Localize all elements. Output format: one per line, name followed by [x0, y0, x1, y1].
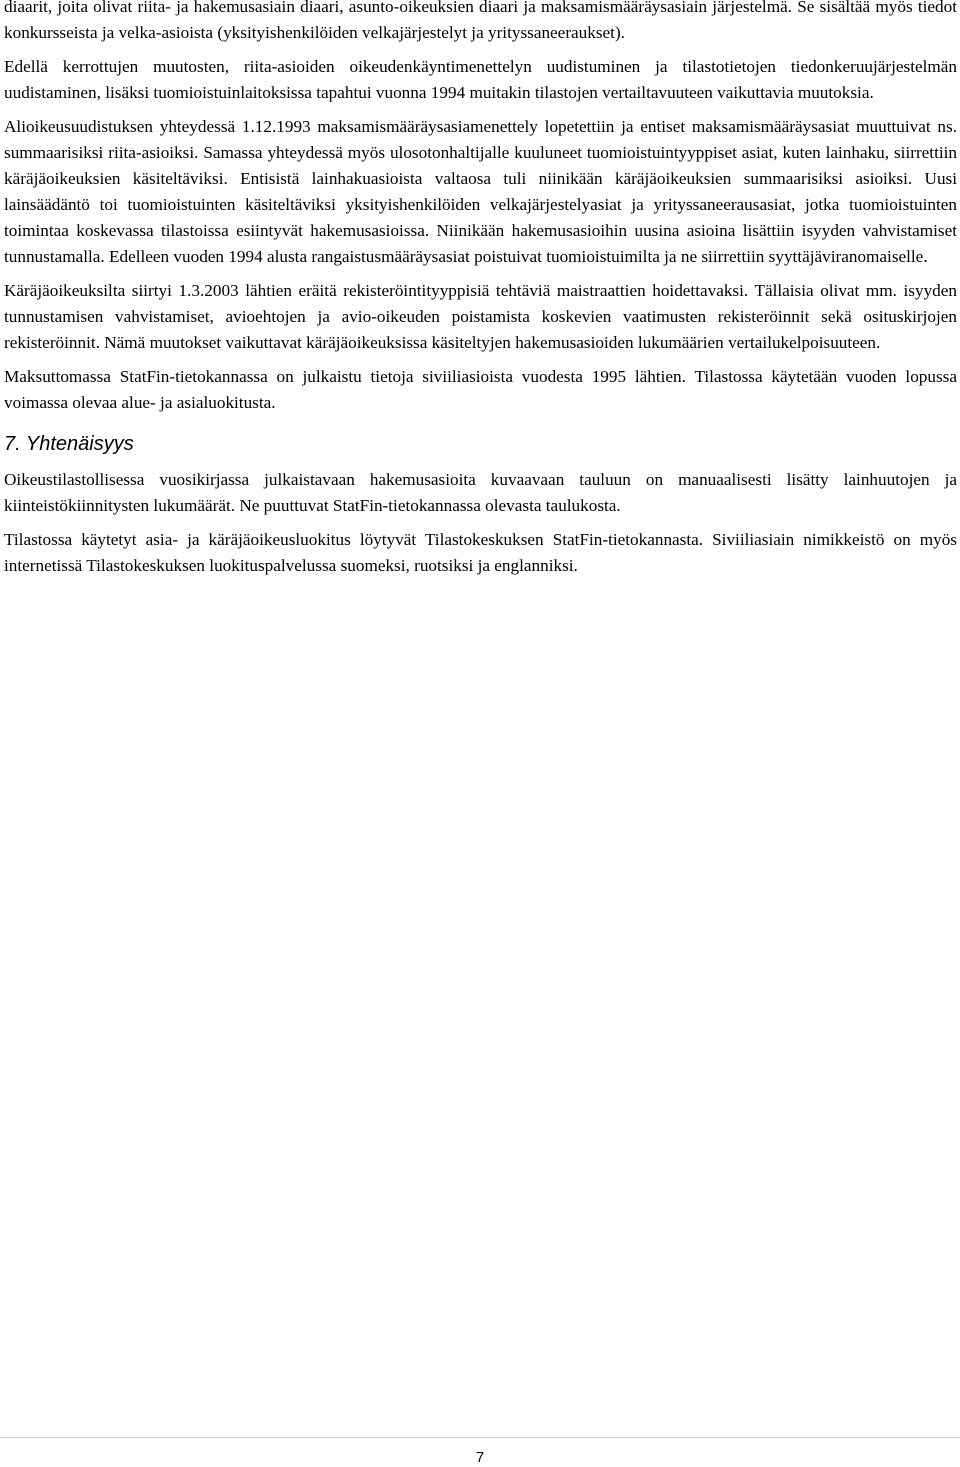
page-number: 7 [475, 1449, 485, 1466]
paragraph-district-court-reform: Alioikeusuudistuksen yhteydessä 1.12.1993 maksamismääräysasiamenettely lopetettiin ja entiset maksamismääräysasiat muuttuivat ns. summaarisiksi riita-asioiksi. Samassa yhteydessä myös ulosotonhaltijalle kuuluneet tuomioistuintyyppiset asiat, kuten lainhaku, siirrettiin käräjäoikeuksien käsiteltäviksi. Entisistä lainhakuasioista valtaosa tuli niinikään käräjäoikeuksien summaarisiksi asioiksi. Uusi lainsäädäntö toi tuomioistuinten käsiteltäviksi yksityishenkilöiden velkajärjestelyasiat ja yrityssaneerausasiat, jotka tuomioistuinten toimintaa koskevassa tilastoissa esiintyvät hakemusasioissa. Niinikään hakemusasioihin uusina asioina lisättiin isyyden vahvistamiset tunnustamalla. Edelleen vuoden 1994 alusta rangaistusmääräysasiat poistuivat tuomioistuimilta ja ne siirrettiin syyttäjäviranomaiselle. [4, 117, 957, 266]
paragraph-yearbook-table: Oikeustilastollisessa vuosikirjassa julkaistavaan hakemusasioita kuvaavaan tauluun on manuaalisesti lisätty lainhuutojen ja kiinteistökiinnitysten lukumäärät. Ne puuttuvat StatFin-tietokannassa olevasta taulukosta. [4, 470, 957, 515]
footer-divider [0, 1437, 960, 1438]
section-heading-consistency: 7. Yhtenäisyys [4, 433, 134, 455]
paragraph-classifications: Tilastossa käytetyt asia- ja käräjäoikeusluokitus löytyvät Tilastokeskuksen StatFin-tietokannasta. Siviiliasiain nimikkeistö on myös internetissä Tilastokeskuksen luokituspalvelussa suomeksi, ruotsiksi ja englanniksi. [4, 530, 957, 575]
paragraph-statfin: Maksuttomassa StatFin-tietokannassa on julkaistu tietoja siviiliasioista vuodesta 1995 lähtien. Tilastossa käytetään vuoden lopussa voimassa olevaa alue- ja asialuokitusta. [4, 367, 957, 412]
paragraph-diaries: diaarit, joita olivat riita- ja hakemusasiain diaari, asunto-oikeuksien diaari ja maksamismääräysasiain järjestelmä. Se sisältää myös tiedot konkursseista ja velka-asioista (yksityishenkilöiden velkajärjestelyt ja yrityssaneeraukset). [4, 0, 957, 42]
document-body [4, 0, 957, 579]
paragraph-changes-1994: Edellä kerrottujen muutosten, riita-asioiden oikeudenkäyntimenettelyn uudistuminen ja tilastotietojen tiedonkeruujärjestelmän uudistaminen, lisäksi tuomioistuinlaitoksissa tapahtui vuonna 1994 muitakin tilastojen vertailtavuuteen vaikuttavia muutoksia. [4, 57, 957, 102]
paragraph-registry-offices: Käräjäoikeuksilta siirtyi 1.3.2003 lähtien eräitä rekisteröintityyppisiä tehtäviä maistraattien hoidettavaksi. Tällaisia olivat mm. isyyden tunnustamisen vahvistamiset, avioehtojen ja avio-oikeuden poistamista koskevien vaatimusten rekisteröinnit sekä osituskirjojen rekisteröinnit. Nämä muutokset vaikuttavat käräjäoikeuksissa käsiteltyjen hakemusasioiden lukumäärien vertailukelpoisuuteen. [4, 281, 957, 352]
